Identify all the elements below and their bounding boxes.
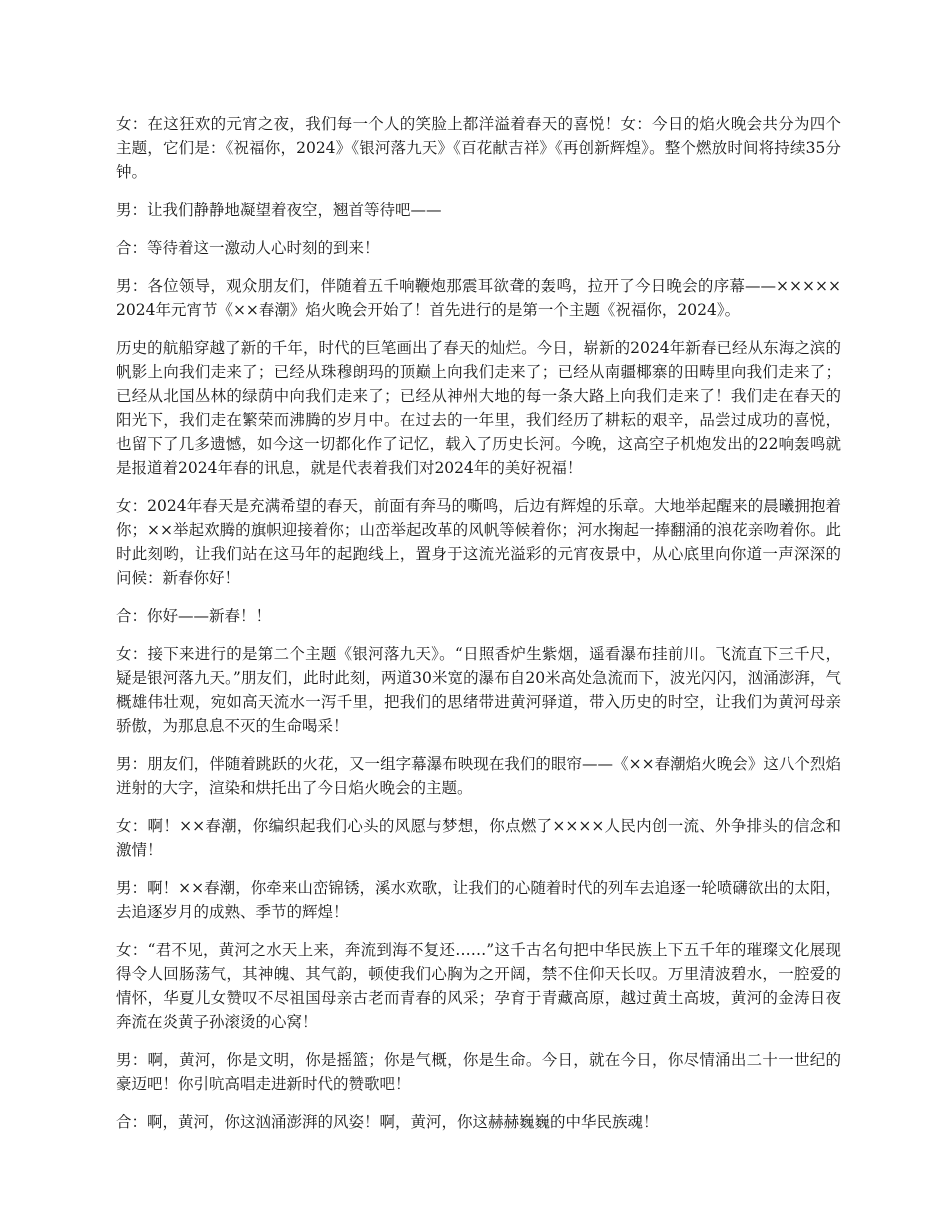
paragraph: 女：啊！××春潮，你编织起我们心头的风愿与梦想，你点燃了××××人民内创一流、外争排头的信念和激情！ <box>116 817 841 859</box>
paragraph: 男：啊！××春潮，你牵来山峦锦锈，溪水欢歌，让我们的心随着时代的列车去追逐一轮喷礴欲出的太阳，去追逐岁月的成熟、季节的辉煌！ <box>116 879 841 921</box>
paragraph: 女：“君不见，黄河之水天上来，奔流到海不复还……”这千古名句把中华民族上下五千年的璀璨文化展现得令人回肠荡气，其神魄、其气韵，顿使我们心胸为之开阔，禁不住仰天长叹。万里清波碧水，一腔爱的情怀，华夏儿女赞叹不尽祖国母亲古老而青春的风采；孕育于青藏高原，越过黄土高坡，黄河的金涛日夜奔流在炎黄子孙滚烫的心窝！ <box>116 941 841 1031</box>
paragraph: 男：啊，黄河，你是文明，你是摇篮；你是气概，你是生命。今日，就在今日，你尽情涌出二十一世纪的豪迈吧！你引吭高唱走进新时代的赞歌吧！ <box>116 1051 841 1093</box>
paragraph: 合：你好——新春！！ <box>116 607 272 625</box>
paragraph: 女：接下来进行的是第二个主题《银河落九天》。“日照香炉生紫烟，遥看瀑布挂前川。飞流直下三千尺，疑是银河落九天。”朋友们，此时此刻，两道30米宽的瀑布自20米高处急流而下，波光闪闪，汹涌澎湃，气概雄伟壮观，宛如高天流水一泻千里，把我们的思绪带进黄河驿道，带入历史的时空，让我们为黄河母亲骄傲，为那息息不灭的生命喝采！ <box>116 645 841 735</box>
paragraph: 男：各位领导，观众朋友们，伴随着五千响鞭炮那震耳欲聋的轰鸣，拉开了今日晚会的序幕——×××××2024年元宵节《××春潮》焰火晚会开始了！首先进行的是第一个主题《祝福你，2024》。 <box>116 277 841 319</box>
paragraph: 女：2024年春天是充满希望的春天，前面有奔马的嘶鸣，后边有辉煌的乐章。大地举起醒来的晨曦拥抱着你；××举起欢腾的旗帜迎接着你；山峦举起改革的风帆等候着你；河水掬起一捧翻涌的浪花亲吻着你。此时此刻哟，让我们站在这马年的起跑线上，置身于这流光溢彩的元宵夜景中，从心底里向你道一声深深的问候：新春你好！ <box>116 497 841 587</box>
paragraph: 历史的航船穿越了新的千年，时代的巨笔画出了春天的灿烂。今日，崭新的2024年新春已经从东海之滨的帆影上向我们走来了；已经从珠穆朗玛的顶巅上向我们走来了；已经从南疆椰寨的田畴里向我们走来了；已经从北国丛林的绿荫中向我们走来了；已经从神州大地的每一条大路上向我们走来了！我们走在春天的阳光下，我们走在繁荣而沸腾的岁月中。在过去的一年里，我们经历了耕耘的艰辛，品尝过成功的喜悦，也留下了几多遗憾，如今这一切都化作了记忆，载入了历史长河。今晚，这高空子机炮发出的22响轰鸣就是报道着2024年春的讯息，就是代表着我们对2024年的美好祝福！ <box>116 339 841 477</box>
document-body <box>116 112 841 1148</box>
paragraph: 合：等待着这一激动人心时刻的到来！ <box>116 239 380 257</box>
paragraph: 男：朋友们，伴随着跳跃的火花，又一组字幕瀑布映现在我们的眼帘——《××春潮焰火晚会》这八个烈焰迸射的大字，渲染和烘托出了今日焰火晚会的主题。 <box>116 755 841 797</box>
paragraph: 男：让我们静静地凝望着夜空，翘首等待吧—— <box>116 201 442 219</box>
paragraph: 女：在这狂欢的元宵之夜，我们每一个人的笑脸上都洋溢着春天的喜悦！女：今日的焰火晚会共分为四个主题，它们是：《祝福你，2024》《银河落九天》《百花献吉祥》《再创新辉煌》。整个燃放时间将持续35分钟。 <box>116 115 841 181</box>
paragraph: 合：啊，黄河，你这汹涌澎湃的风姿！啊，黄河，你这赫赫巍巍的中华民族魂！ <box>116 1113 659 1131</box>
